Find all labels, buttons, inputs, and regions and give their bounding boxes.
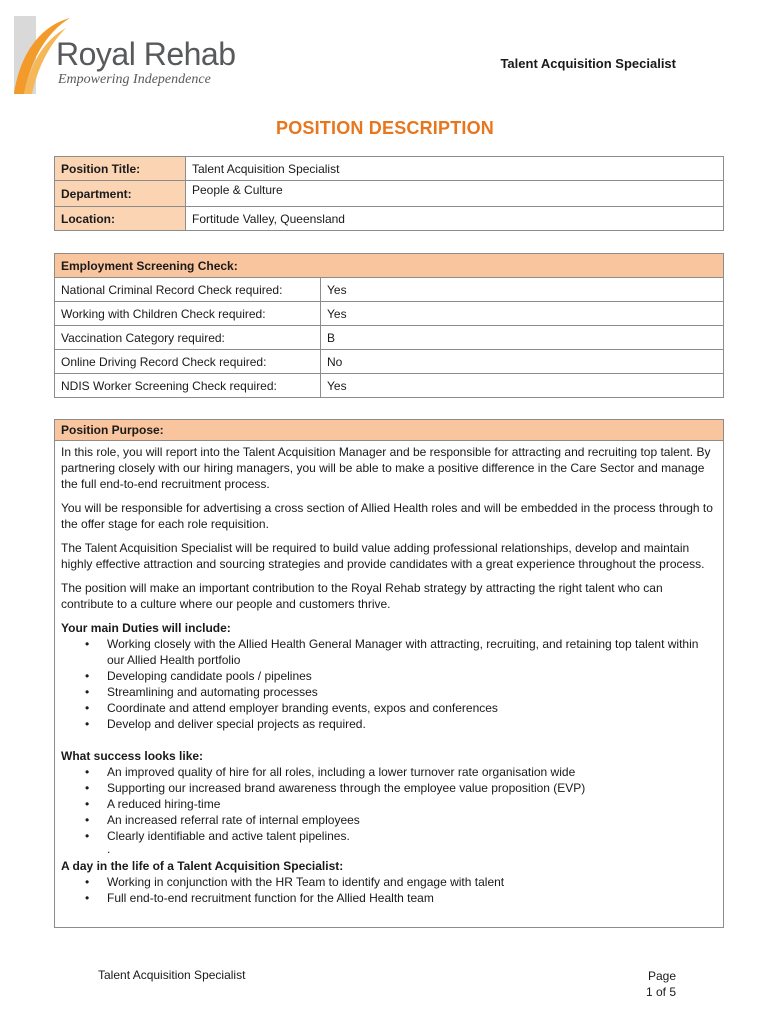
royal-rehab-logo <box>10 14 236 98</box>
page-label: Page <box>647 969 676 983</box>
position-purpose-section <box>54 419 724 928</box>
table-row <box>55 157 724 181</box>
list-item: • A reduced hiring-time <box>107 796 717 812</box>
screening-table <box>54 253 724 398</box>
success-heading: What success looks like: <box>61 749 204 763</box>
page-title: POSITION DESCRIPTION <box>275 118 495 138</box>
department-value: People & Culture <box>186 181 724 207</box>
department-label: Department: <box>55 181 186 207</box>
screening-value: B <box>321 326 724 350</box>
purpose-paragraph: In this role, you will report into the Talent Acquisition Manager and be responsible for attracting and recruiting top talent. By partnering closely with our hiring managers, you will be able to make a positive difference in the Care Sector and manage the full end-to-end recruitment process. <box>61 445 711 491</box>
brand-tagline: Empowering Independence <box>58 72 211 87</box>
duties-list <box>61 636 717 732</box>
list-item: • Develop and deliver special projects as required. <box>107 716 717 732</box>
brand-name: Royal Rehab <box>56 36 236 72</box>
screening-value: Yes <box>321 278 724 302</box>
page-of: 1 of 5 <box>645 985 676 999</box>
screening-check: National Criminal Record Check required: <box>55 278 321 302</box>
header-document-title: Talent Acquisition Specialist <box>500 56 676 71</box>
screening-value: Yes <box>321 374 724 398</box>
list-item: • An improved quality of hire for all roles, including a lower turnover rate organisation wide <box>107 764 717 780</box>
list-item: • Clearly identifiable and active talent pipelines. <box>107 828 717 844</box>
purpose-paragraph: You will be responsible for advertising a cross section of Allied Health roles and will be embedded in the process through to the offer stage for each role requisition. <box>61 501 713 531</box>
list-item: • Streamlining and automating processes <box>107 684 717 700</box>
success-list <box>61 764 717 844</box>
position-title-label: Position Title: <box>55 157 186 181</box>
purpose-paragraph: The position will make an important contribution to the Royal Rehab strategy by attracting the right talent who can contribute to a culture where our people and customers thrive. <box>61 581 663 611</box>
purpose-body <box>55 441 723 906</box>
list-item: • Full end-to-end recruitment function for the Allied Health team <box>107 890 717 906</box>
stray-mark: . <box>107 842 111 856</box>
footer-page-number <box>646 968 676 1000</box>
screening-header-row <box>55 254 724 278</box>
table-row <box>55 374 724 398</box>
table-row <box>55 326 724 350</box>
footer-document-title: Talent Acquisition Specialist <box>98 968 246 982</box>
day-in-life-list <box>61 874 717 906</box>
screening-heading: Employment Screening Check: <box>55 254 724 278</box>
purpose-paragraph: The Talent Acquisition Specialist will be required to build value adding professional relationships, develop and maintain highly effective attraction and sourcing strategies and provide candidates with a great experience throughout the process. <box>61 541 705 571</box>
list-item: • Coordinate and attend employer branding events, expos and conferences <box>107 700 717 716</box>
list-item: • Working closely with the Allied Health General Manager with attracting, recruiting, and retaining top talent within our Allied Health portfolio <box>107 636 717 668</box>
table-row <box>55 207 724 231</box>
position-info-table <box>54 156 724 231</box>
list-item: • Supporting our increased brand awareness through the employee value proposition (EVP) <box>107 780 717 796</box>
list-item: • Developing candidate pools / pipelines <box>107 668 717 684</box>
list-item: • An increased referral rate of internal employees <box>107 812 717 828</box>
location-value: Fortitude Valley, Queensland <box>186 207 724 231</box>
purpose-heading: Position Purpose: <box>55 420 723 441</box>
screening-check: Vaccination Category required: <box>55 326 321 350</box>
table-row <box>55 181 724 207</box>
table-row <box>55 350 724 374</box>
table-row <box>55 278 724 302</box>
list-item: • Working in conjunction with the HR Team to identify and engage with talent <box>107 874 717 890</box>
screening-value: No <box>321 350 724 374</box>
position-title-value: Talent Acquisition Specialist <box>186 157 724 181</box>
day-in-life-heading: A day in the life of a Talent Acquisition Specialist: <box>61 859 344 873</box>
screening-check: NDIS Worker Screening Check required: <box>55 374 321 398</box>
screening-check: Working with Children Check required: <box>55 302 321 326</box>
table-row <box>55 302 724 326</box>
location-label: Location: <box>55 207 186 231</box>
screening-check: Online Driving Record Check required: <box>55 350 321 374</box>
screening-value: Yes <box>321 302 724 326</box>
duties-heading: Your main Duties will include: <box>61 621 231 635</box>
